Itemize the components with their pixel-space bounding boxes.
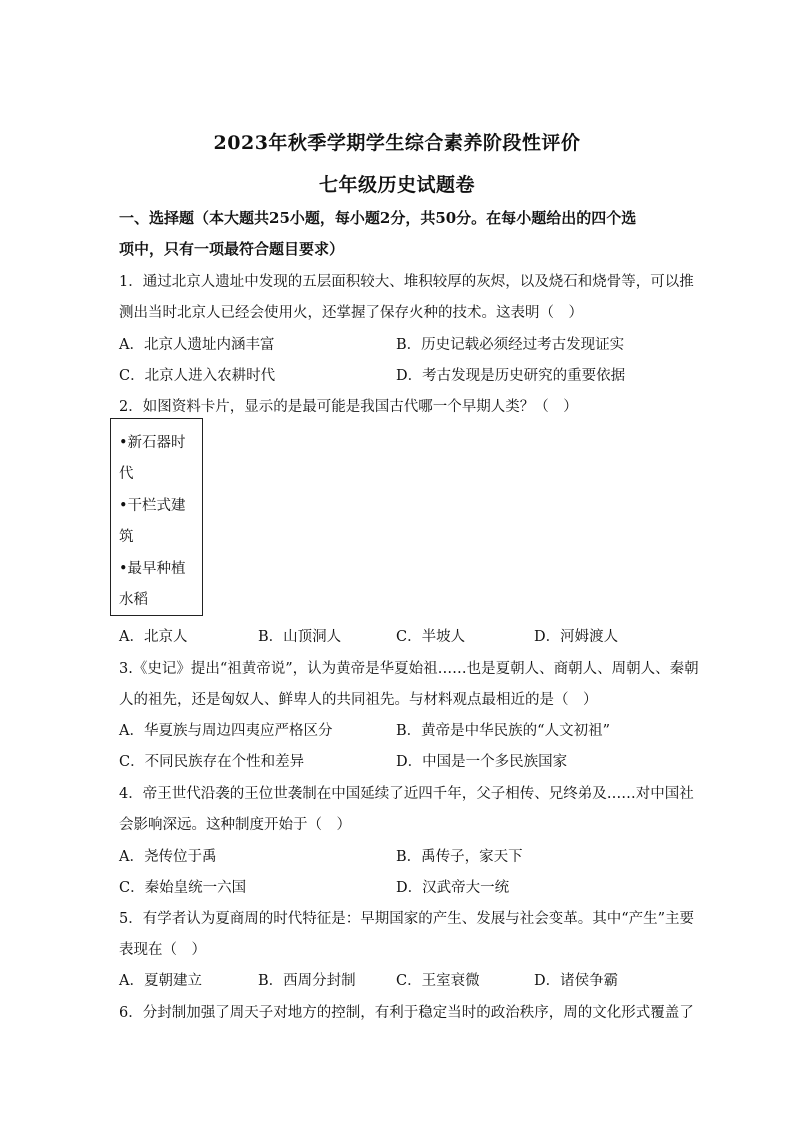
question-4-option-a: A．尧传位于禹 xyxy=(119,849,217,865)
question-3-option-a: A．华夏族与周边四夷应严格区分 xyxy=(119,723,333,739)
exam-subtitle: 七年级历史试题卷 xyxy=(318,174,475,196)
info-card-line: •最早种植 xyxy=(119,561,186,577)
question-3-option-d: D．中国是一个多民族国家 xyxy=(396,754,568,770)
question-1-line-2: 测出当时北京人已经会使用火，还掌握了保存火种的技术。这表明（ ） xyxy=(119,305,583,321)
question-3-line-2: 人的祖先，还是匈奴人、鲜卑人的共同祖先。与材料观点最相近的是（ ） xyxy=(119,692,598,708)
question-4-line-1: 4．帝王世代沿袭的王位世袭制在中国延续了近四千年，父子相传、兄终弟及……对中国社 xyxy=(119,786,694,802)
question-6-line-1: 6．分封制加强了周天子对地方的控制，有利于稳定当时的政治秩序，周的文化形式覆盖了 xyxy=(119,1005,694,1021)
question-2-line-1: 2．如图资料卡片，显示的是最可能是我国古代哪一个早期人类？（ ） xyxy=(119,399,578,415)
question-2-option-c: C．半坡人 xyxy=(396,629,466,645)
question-3-option-b: B．黄帝是中华民族的“人文初祖” xyxy=(396,723,610,739)
question-4-option-c: C．秦始皇统一六国 xyxy=(119,880,247,896)
info-card xyxy=(110,418,203,616)
question-4-option-d: D．汉武帝大一统 xyxy=(396,880,510,896)
question-4-line-2: 会影响深远。这种制度开始于（ ） xyxy=(119,817,351,833)
question-2-option-a: A．北京人 xyxy=(119,629,188,645)
question-4-option-b: B．禹传子，家天下 xyxy=(396,849,523,865)
info-card-line: 代 xyxy=(119,466,134,482)
question-1-option-a: A．北京人遗址内涵丰富 xyxy=(119,337,275,353)
section-heading-line-1: 一、选择题（本大题共25小题，每小题2分，共50分。在每小题给出的四个选 xyxy=(119,209,637,227)
question-1-option-b: B．历史记载必须经过考古发现证实 xyxy=(396,337,625,353)
question-5-line-2: 表现在（ ） xyxy=(119,942,206,958)
question-5-line-1: 5．有学者认为夏商周的时代特征是：早期国家的产生、发展与社会变革。其中“产生”主要 xyxy=(119,911,695,927)
info-card-line: 筑 xyxy=(119,529,134,545)
question-5-option-b: B．西周分封制 xyxy=(258,973,356,989)
question-3-option-c: C．不同民族存在个性和差异 xyxy=(119,754,305,770)
info-card-line: •新石器时 xyxy=(119,435,186,451)
question-2-option-b: B．山顶洞人 xyxy=(258,629,342,645)
exam-title: 2023年秋季学期学生综合素养阶段性评价 xyxy=(213,132,581,154)
section-heading-line-2: 项中，只有一项最符合题目要求） xyxy=(119,240,345,258)
question-1-option-d: D．考古发现是历史研究的重要依据 xyxy=(396,368,626,384)
question-3-line-1: 3.《史记》提出“祖黄帝说”，认为黄帝是华夏始祖……也是夏朝人、商朝人、周朝人、秦朝 xyxy=(119,661,699,677)
question-1-line-1: 1．通过北京人遗址中发现的五层面积较大、堆积较厚的灰烬，以及烧石和烧骨等，可以推 xyxy=(119,274,694,290)
info-card-line: 水稻 xyxy=(119,592,148,608)
question-5-option-d: D．诸侯争霸 xyxy=(534,973,619,989)
question-5-option-c: C．王室衰微 xyxy=(396,973,480,989)
question-2-option-d: D．河姆渡人 xyxy=(534,629,619,645)
info-card-line: •干栏式建 xyxy=(119,498,186,514)
question-1-option-c: C．北京人进入农耕时代 xyxy=(119,368,276,384)
question-5-option-a: A．夏朝建立 xyxy=(119,973,202,989)
